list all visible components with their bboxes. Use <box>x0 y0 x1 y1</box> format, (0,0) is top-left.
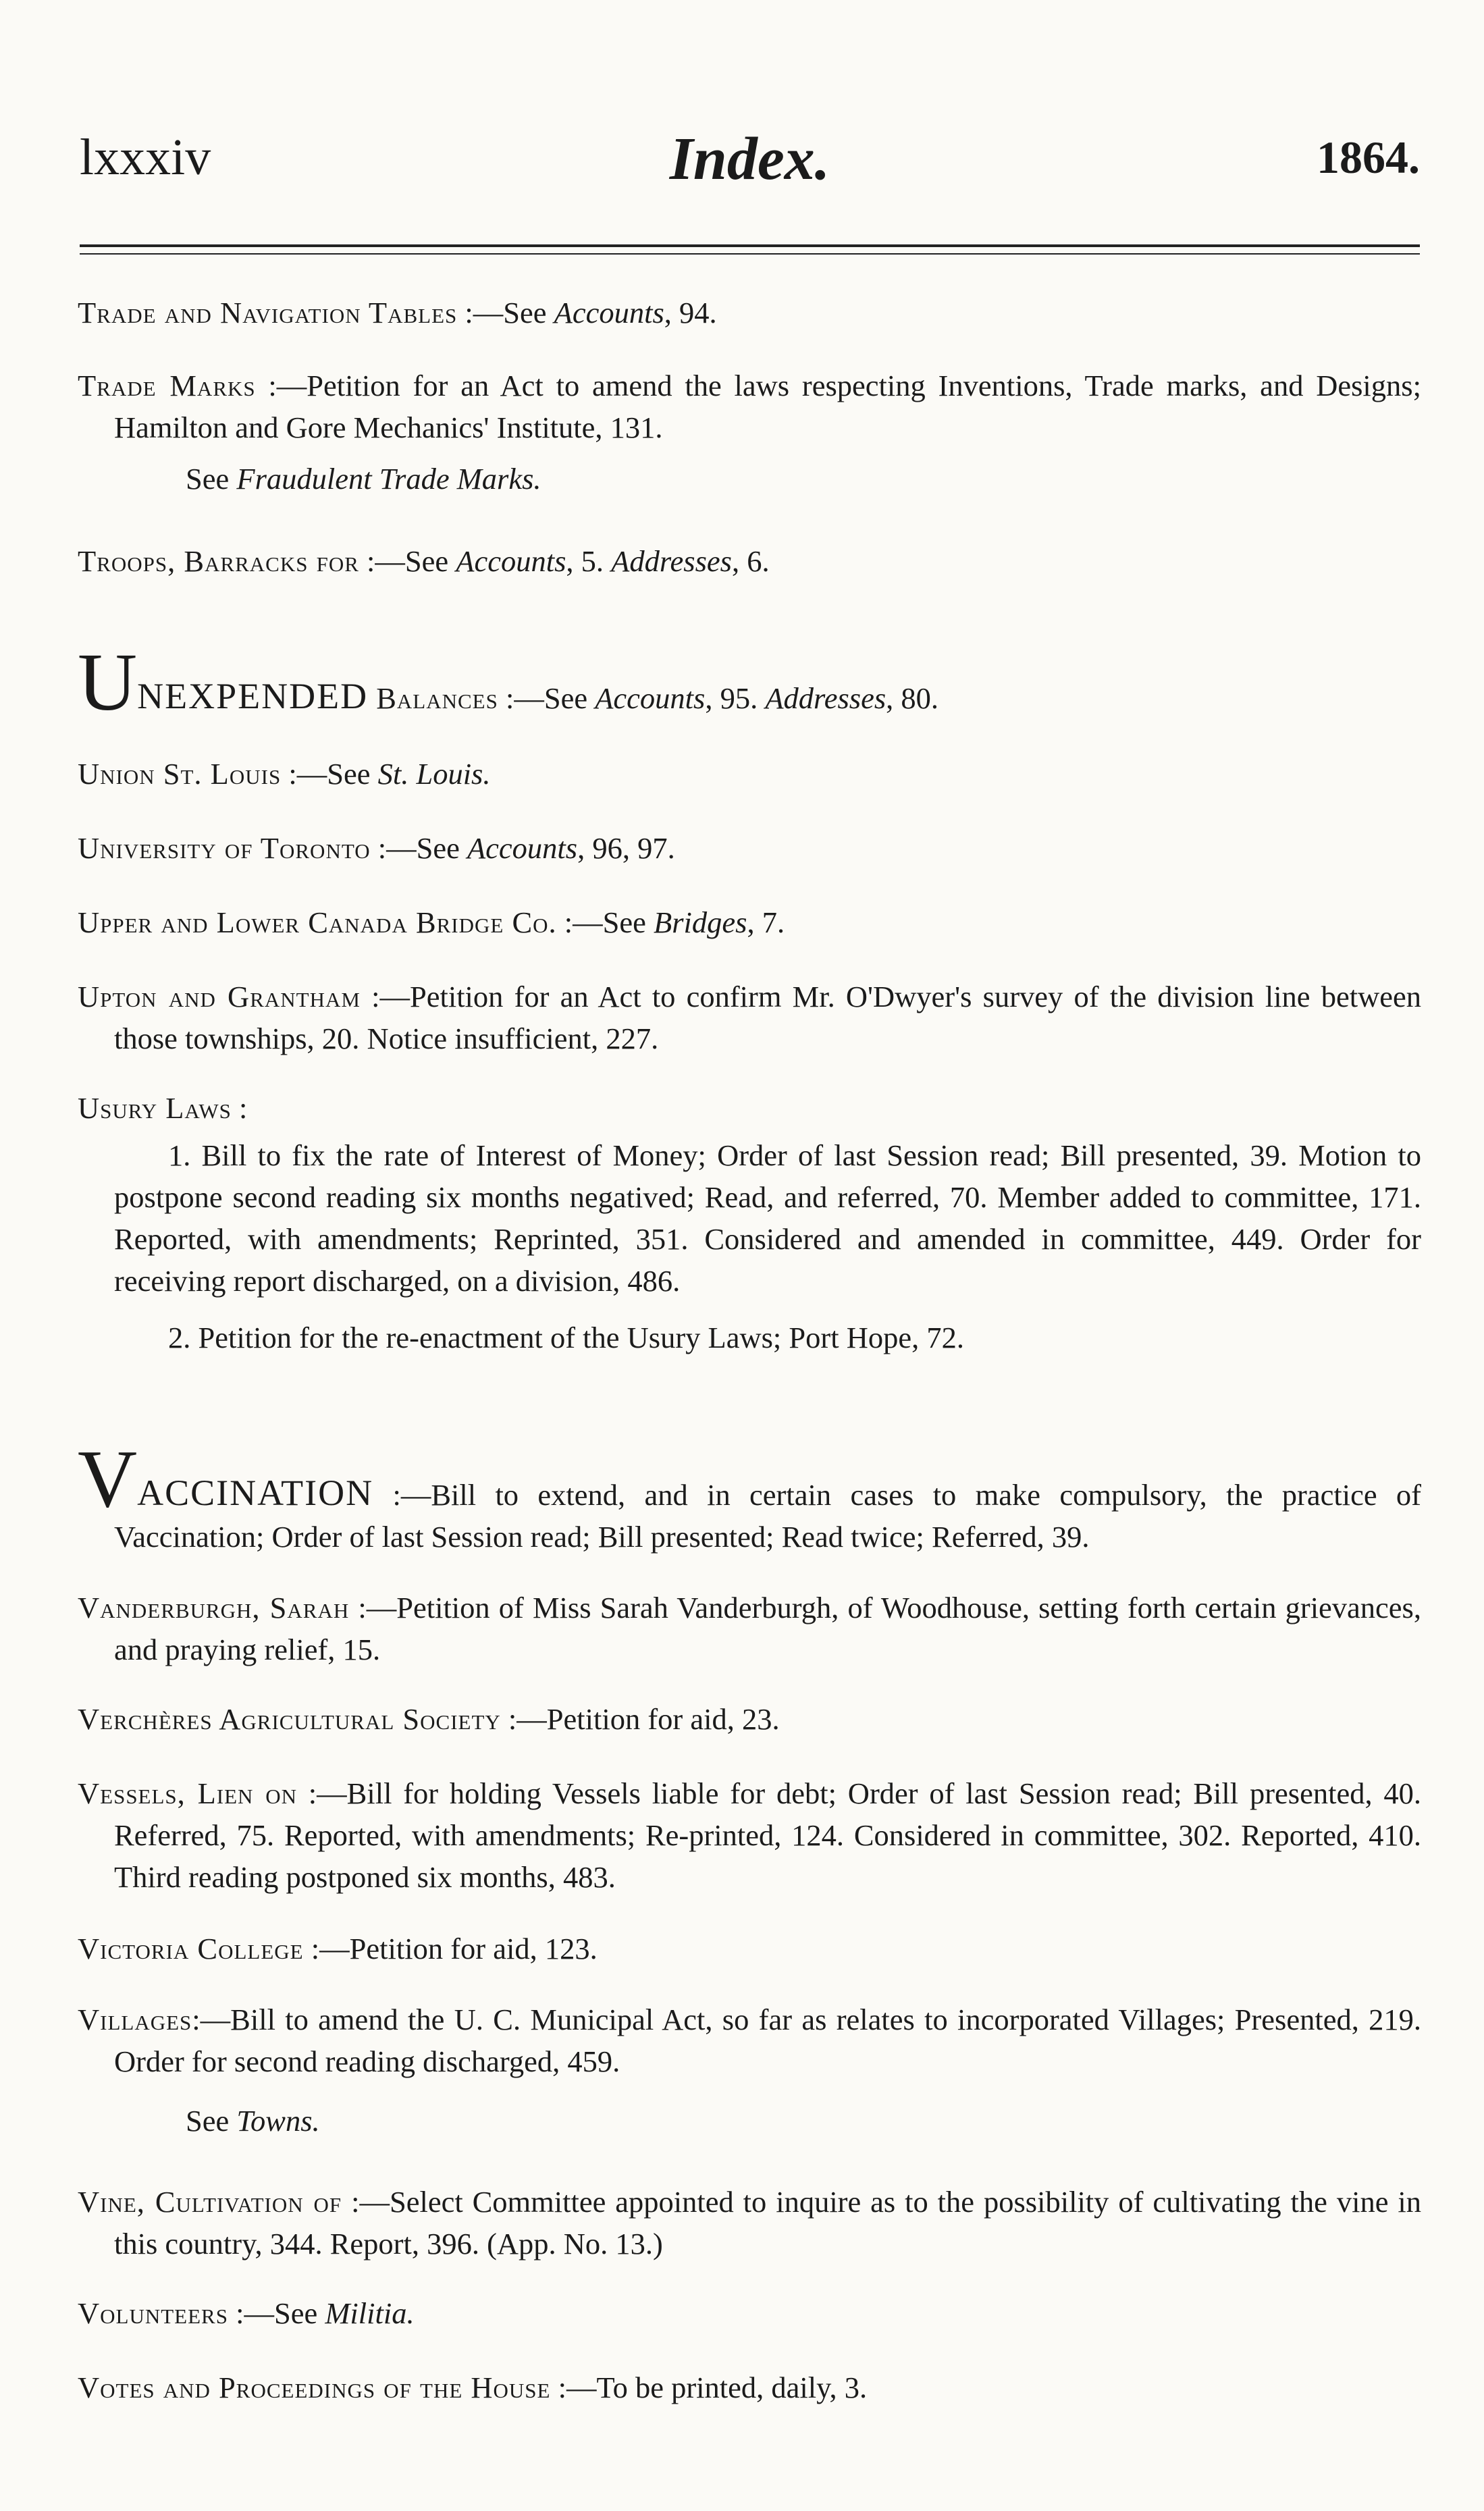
entry-heading: Trade and Navigation Tables <box>78 296 458 329</box>
entry-trade-marks: Trade Marks :—Petition for an Act to amend the laws respecting Inventions, Trade marks, and Designs; Hamilton and Gore Mechanics' Institute, 131. See Fraudulent Trade Marks. <box>78 369 1421 496</box>
entry-text: :—To be printed, daily, 3. <box>550 2371 868 2404</box>
entry-text: :—Select Committee appointed to inquire as to the possibility of cultivating the vine in this country, 344. Report, 396. (App. No. 13.) <box>114 2185 1421 2261</box>
entry-heading: Troops, Barracks for <box>78 544 359 578</box>
entry-vercheres-agricultural-society <box>78 1698 1421 1740</box>
entry-heading: Upper and Lower Canada Bridge Co. <box>78 905 557 939</box>
header-rule-bottom <box>80 253 1420 255</box>
entry-villages: Villages:—Bill to amend the U. C. Municipal Act, so far as relates to incorporated Villages; Presented, 219. Order for second reading discharged, 459. See Towns. <box>78 2003 1421 2138</box>
cross-reference: Militia. <box>325 2296 415 2330</box>
entry-upton-and-grantham <box>78 976 1421 1059</box>
entry-text: :—Petition for an Act to amend the laws respecting Inventions, Trade marks, and Designs; Hamilton and Gore Mechanics' Institute, 131. <box>114 369 1421 444</box>
entry-vine-cultivation-of <box>78 2181 1421 2265</box>
entry-victoria-college <box>78 1928 1421 1970</box>
entry-trade-navigation-tables: Trade and Navigation Tables :—See Accounts, 94. <box>78 296 717 329</box>
cross-reference: St. Louis. <box>377 757 491 791</box>
entry-text: :—Petition for an Act to confirm Mr. O'Dwyer's survey of the division line between those townships, 20. Notice insufficient, 227. <box>114 980 1421 1055</box>
entry-vaccination <box>78 1433 1421 1558</box>
entry-heading: Upton and Grantham <box>78 980 361 1013</box>
entry-text: :—Bill to amend the U. C. Municipal Act, so far as relates to incorporated Villages; Presented, 219. Order for second reading discharged, 459. <box>114 2003 1421 2078</box>
entry-heading: Villages <box>78 2003 192 2036</box>
page-year: 1864. <box>1317 132 1420 183</box>
entry-heading: Usury Laws <box>78 1091 232 1125</box>
entry-canada-bridge-co: Upper and Lower Canada Bridge Co. :—See Bridges, 7. <box>78 905 785 939</box>
entry-volunteers: Volunteers :—See Militia. <box>78 2296 415 2330</box>
entry-unexpended-balances: UNEXPENDED Balances :—See Accounts, 95. Addresses, 80. <box>78 637 939 728</box>
cross-reference: Accounts <box>595 681 706 715</box>
page-number: lxxxiv <box>80 129 211 186</box>
cross-reference: Towns. <box>236 2104 320 2138</box>
entry-heading: Vessels, Lien on <box>78 1776 297 1810</box>
entry-text: :—Petition for aid, 123. <box>303 1932 598 1965</box>
entry-votes-and-proceedings <box>78 2367 1421 2408</box>
entry-heading: Votes and Proceedings of the House <box>78 2371 551 2404</box>
entry-vanderburgh-sarah <box>78 1587 1421 1670</box>
entry-vessels-lien-on <box>78 1772 1421 1898</box>
usury-item-1: 1. Bill to fix the rate of Interest of Money; Order of last Session read; Bill presented, 39. Motion to postpone second reading six months negatived; Read, and referred, 70. Member added to committee, 171. Reported, with amendments; Reprinted, 351. Considered and amended in committee, 449. Order for receiving report discharged, on a division, 486. <box>114 1138 1421 1298</box>
entry-troops-barracks: Troops, Barracks for :—See Accounts, 5. Addresses, 6. <box>78 544 770 578</box>
page-title: Index. <box>669 126 830 192</box>
cross-reference: Accounts <box>456 544 566 578</box>
cross-reference: Accounts <box>467 831 578 865</box>
entry-heading: University of Toronto <box>78 831 371 865</box>
entry-heading: Victoria College <box>78 1932 304 1965</box>
entry-text: :—Bill for holding Vessels liable for debt; Order of last Session read; Bill presented, 40. Referred, 75. Reported, with amendments; Re-printed, 124. Considered in committee, 302. Reported, 410. Third reading postponed six months, 483. <box>114 1776 1421 1894</box>
entry-usury-laws: Usury Laws : 1. Bill to fix the rate of Interest of Money; Order of last Session read; Bill presented, 39. Motion to postpone second reading six months negatived; Read, and referred, 70. Member added to committee, 171. Reported, with amendments; Reprinted, 351. Considered and amended in committee, 449. Order for receiving report discharged, on a division, 486. 2. Petition for the re-enactment of the Usury Laws; Port Hope, 72. <box>78 1087 1421 1358</box>
cross-reference: Addresses <box>765 681 886 715</box>
entry-heading: Verchères Agricultural Society <box>78 1702 501 1736</box>
entry-heading: Trade Marks <box>78 369 256 402</box>
page-header <box>80 128 1420 203</box>
drop-cap-letter: U <box>78 637 138 728</box>
entry-heading: Union St. Louis <box>78 757 282 791</box>
entry-university-of-toronto: University of Toronto :—See Accounts, 96, 97. <box>78 831 675 865</box>
entry-heading: Balances <box>368 681 498 715</box>
entry-heading: Vine, Cultivation of <box>78 2185 342 2219</box>
entry-text: :—Petition for aid, 23. <box>500 1702 780 1736</box>
drop-cap-letter: V <box>78 1433 138 1525</box>
cross-reference: Fraudulent Trade Marks. <box>236 462 541 496</box>
cross-reference: Bridges <box>654 905 747 939</box>
entry-heading: ACCINATION <box>137 1473 374 1513</box>
cross-reference: Addresses <box>611 544 732 578</box>
entry-text: :—Bill to extend, and in certain cases to make compulsory, the practice of Vaccination; Order of last Session read; Bill presented; Read twice; Referred, 39. <box>114 1478 1421 1554</box>
entry-heading: Vanderburgh, Sarah <box>78 1591 350 1624</box>
entry-heading: Volunteers <box>78 2296 228 2330</box>
entry-union-st-louis: Union St. Louis :—See St. Louis. <box>78 757 491 791</box>
usury-item-2: 2. Petition for the re-enactment of the Usury Laws; Port Hope, 72. <box>168 1321 964 1354</box>
entry-text: :—Petition of Miss Sarah Vanderburgh, of Woodhouse, setting forth certain grievances, and praying relief, 15. <box>114 1591 1422 1666</box>
header-rule-top <box>80 244 1420 247</box>
cross-reference: Accounts <box>554 296 664 329</box>
